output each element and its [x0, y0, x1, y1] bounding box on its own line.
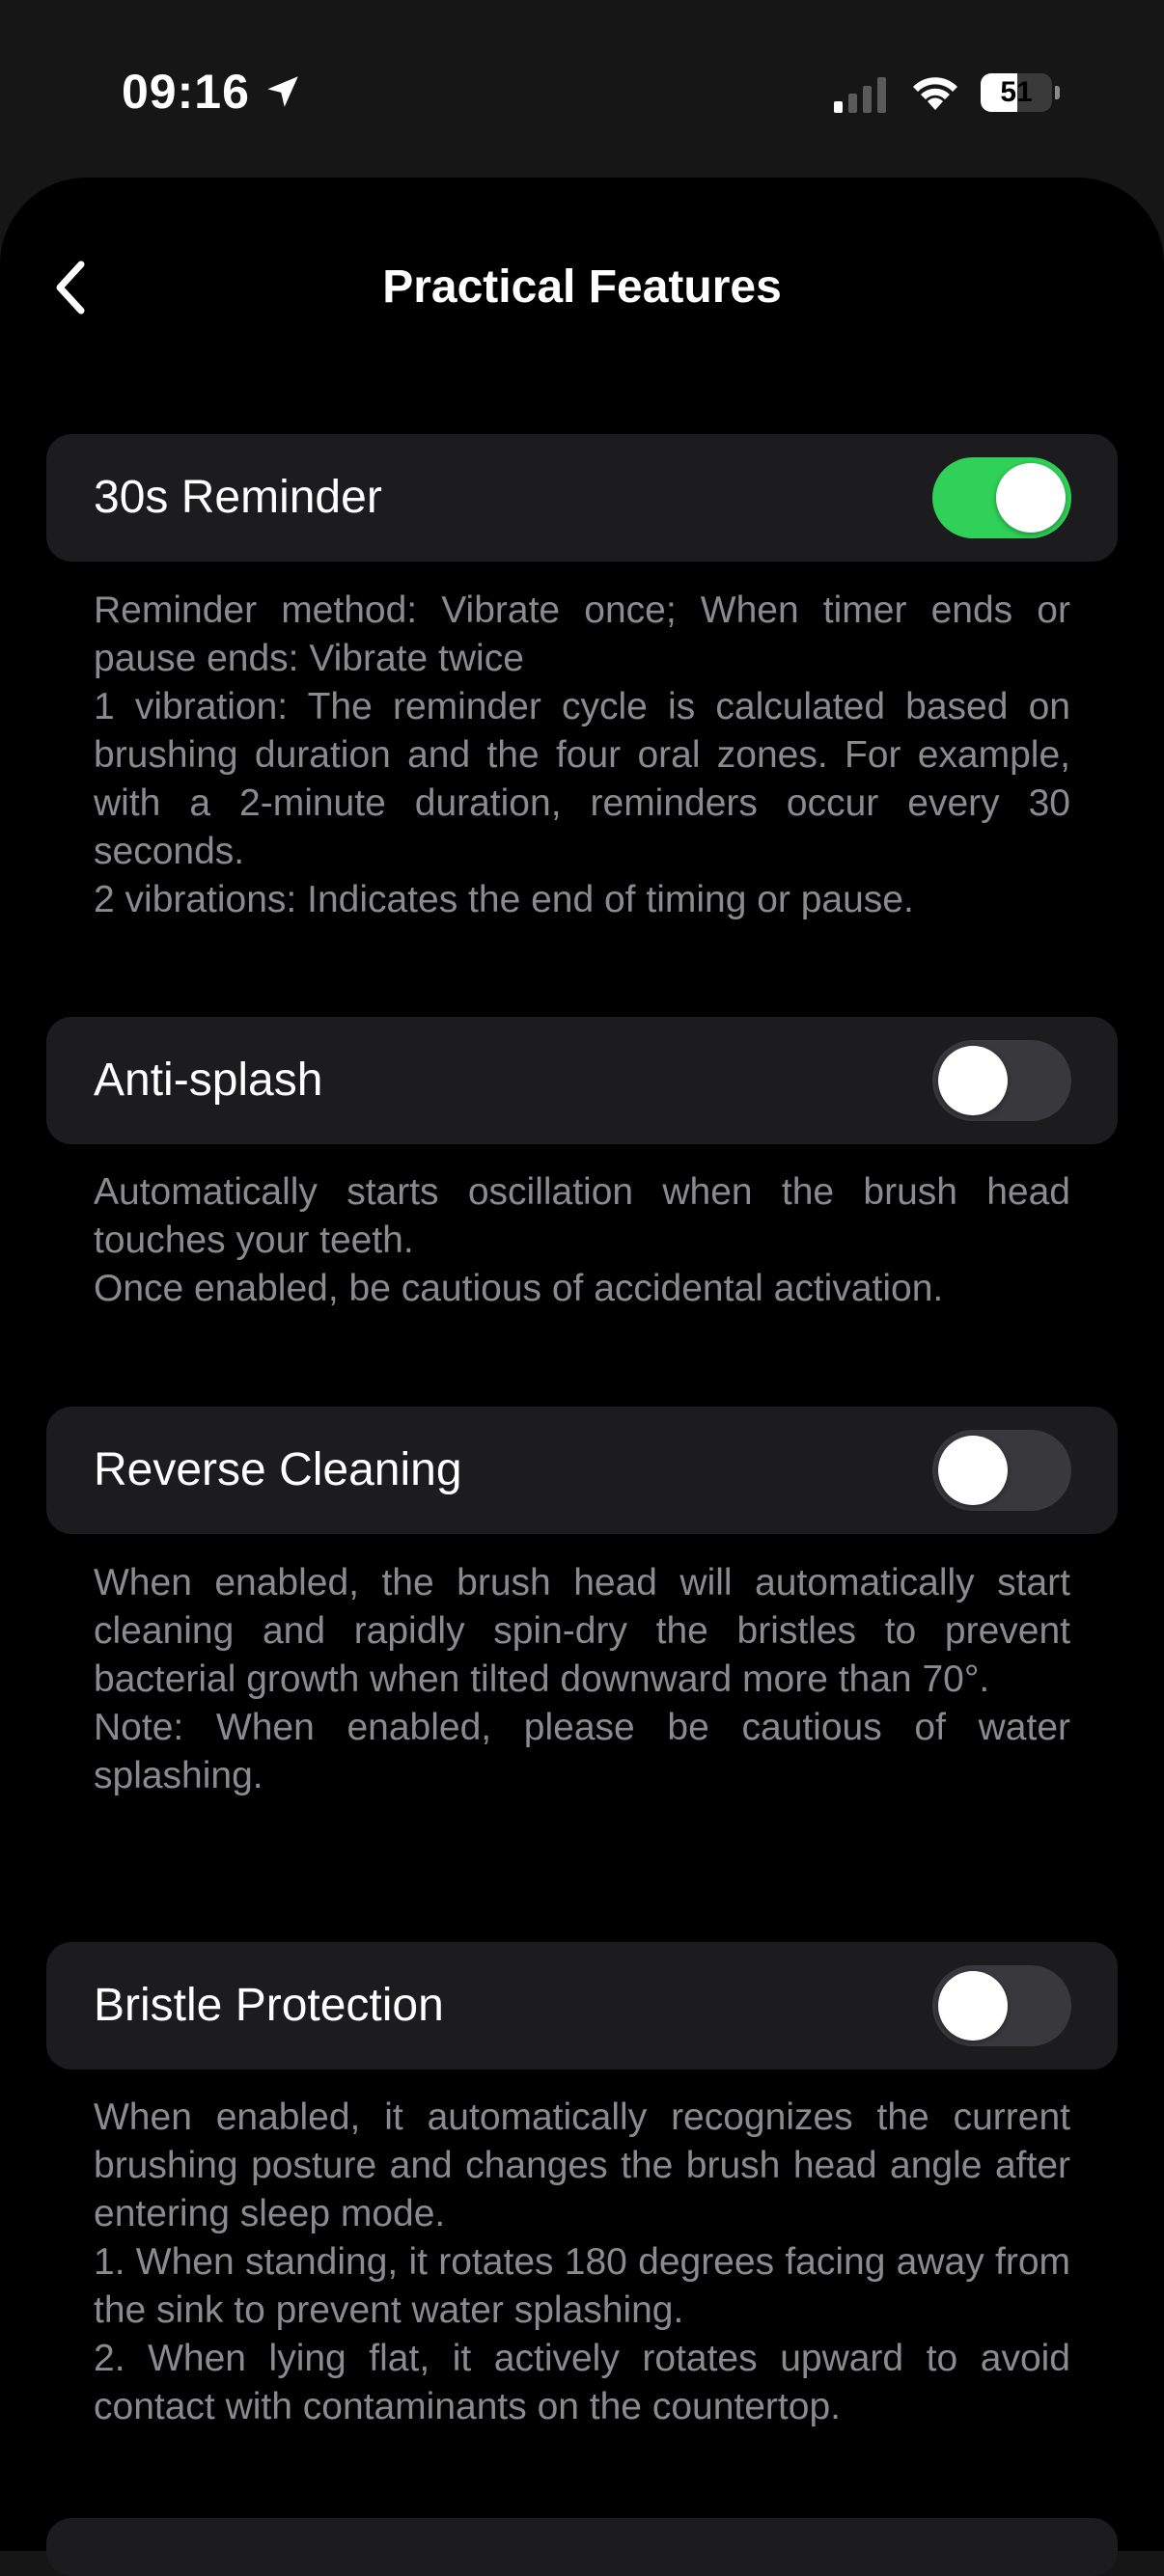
toggle-30s-reminder[interactable] [932, 457, 1071, 538]
status-time: 09:16 [122, 65, 250, 119]
feature-card-reverse-cleaning [46, 1407, 1118, 1534]
feature-label: Anti-splash [94, 1055, 323, 1106]
status-bar [0, 0, 1164, 183]
description-line: 2. When lying flat, it actively rotates upward to avoid contact with contaminants on the countertop. [94, 2338, 1070, 2427]
description-line: When enabled, it automatically recognizes the current brushing posture and changes the brush head angle after entering sleep mode. [94, 2096, 1070, 2234]
description-line: Note: When enabled, please be cautious of water splashing. [94, 1707, 1070, 1796]
feature-card-30s-reminder [46, 434, 1118, 562]
toggle-knob [938, 1046, 1008, 1115]
feature-description-bristle-protection [94, 2094, 1070, 2431]
feature-label: Reverse Cleaning [94, 1444, 462, 1495]
toggle-knob [996, 463, 1066, 533]
description-line: Reminder method: Vibrate once; When timer ends or pause ends: Vibrate twice [94, 589, 1070, 679]
battery-icon [981, 73, 1060, 112]
description-line: 1. When standing, it rotates 180 degrees facing away from the sink to prevent water splashing. [94, 2241, 1070, 2331]
page-title: Practical Features [382, 261, 782, 313]
description-line: Once enabled, be cautious of accidental activation. [94, 1268, 944, 1309]
feature-card-anti-splash [46, 1017, 1118, 1144]
cellular-signal-icon [832, 75, 890, 114]
toggle-reverse-cleaning[interactable] [932, 1430, 1071, 1511]
feature-label: 30s Reminder [94, 472, 382, 523]
feature-description-reverse-cleaning [94, 1559, 1070, 1800]
location-arrow-icon [263, 71, 303, 112]
toggle-knob [938, 1436, 1008, 1505]
battery-body [981, 73, 1052, 112]
description-line: 2 vibrations: Indicates the end of timing or pause. [94, 879, 914, 920]
battery-cap [1055, 86, 1060, 99]
toggle-bristle-protection[interactable] [932, 1965, 1071, 2046]
feature-description-anti-splash [94, 1168, 1070, 1313]
feature-description-30s-reminder [94, 587, 1070, 924]
toggle-knob [938, 1971, 1008, 2041]
description-line: When enabled, the brush head will automatically start cleaning and rapidly spin-dry the bristles to prevent bacterial growth when tilted downward more than 70°. [94, 1562, 1070, 1700]
toggle-anti-splash[interactable] [932, 1040, 1071, 1121]
description-line: Automatically starts oscillation when the brush head touches your teeth. [94, 1171, 1070, 1261]
feature-card-partial [46, 2518, 1118, 2576]
battery-level: 51 [1000, 76, 1033, 108]
description-line: 1 vibration: The reminder cycle is calculated based on brushing duration and the four oral zones. For example, with a 2-minute duration, reminders occur every 30 seconds. [94, 686, 1070, 872]
feature-label: Bristle Protection [94, 1980, 444, 2031]
feature-card-bristle-protection [46, 1942, 1118, 2069]
wifi-icon [911, 71, 959, 112]
